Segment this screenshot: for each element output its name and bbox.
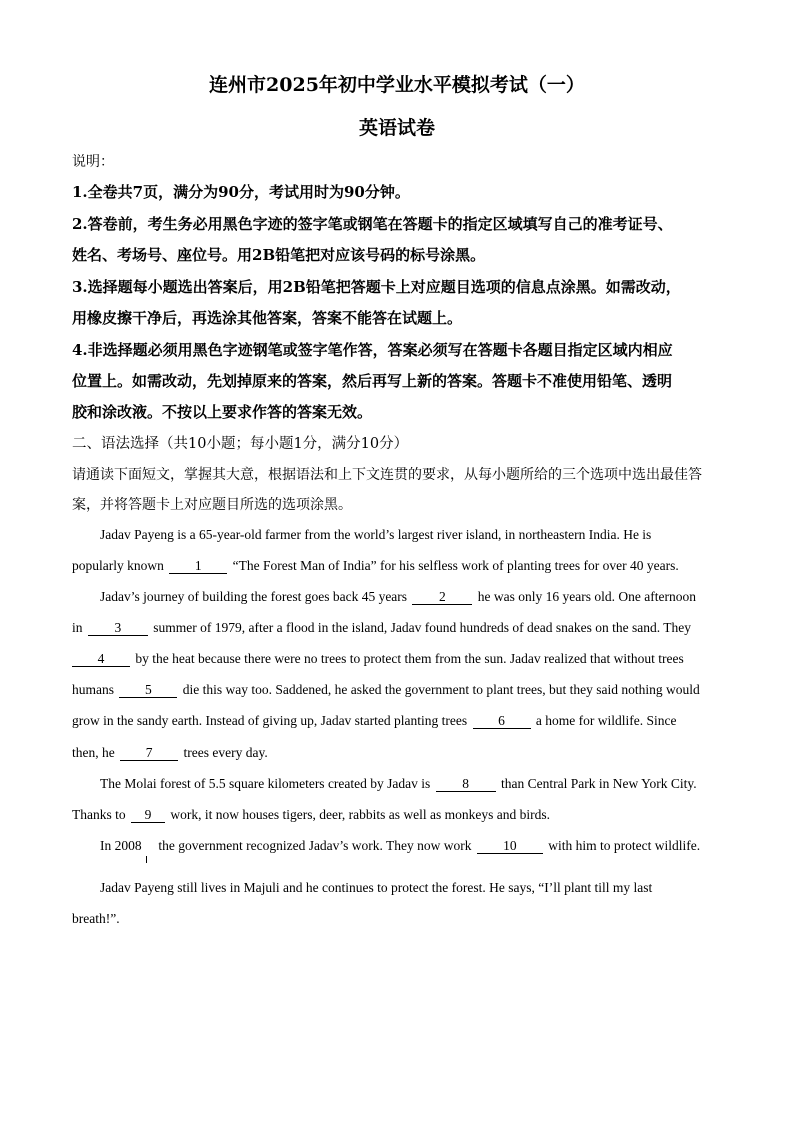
passage-text: then, he bbox=[72, 745, 115, 760]
blank-9: 9 bbox=[131, 808, 165, 823]
passage-text: Jadav’s journey of building the forest goes back 45 years bbox=[100, 589, 408, 604]
passage-line: Jadav Payeng is a 65-year-old farmer from the world’s largest river island, in northeastern India. He is bbox=[100, 527, 652, 542]
blank-4: 4 bbox=[72, 652, 130, 667]
section-direction-line-1: 请通读下面短文，掌握其大意，根据语法和上下文连贯的要求，从每小题所给的三个选项中选出最佳答 bbox=[72, 467, 702, 483]
blank-10: 10 bbox=[477, 839, 543, 854]
passage-line bbox=[72, 620, 732, 636]
instructions-heading: 说明： bbox=[72, 154, 114, 170]
passage-text: trees every day. bbox=[183, 745, 268, 760]
blank-6: 6 bbox=[473, 714, 531, 729]
passage-text: in bbox=[72, 620, 83, 635]
passage-line: breath!”. bbox=[72, 911, 120, 926]
instruction-item-2-line-2: 姓名、考场号、座位号。用2B铅笔把对应该号码的标号涂黑。 bbox=[72, 246, 486, 264]
blank-2: 2 bbox=[412, 590, 472, 605]
blank-8: 8 bbox=[436, 777, 496, 792]
passage-text: a home for wildlife. Since bbox=[535, 713, 677, 728]
passage-line bbox=[72, 807, 732, 823]
passage-line: Jadav Payeng still lives in Majuli and he continues to protect the forest. He says, “I’ll plant till my last bbox=[100, 880, 653, 895]
passage-text: The Molai forest of 5.5 square kilometers created by Jadav is bbox=[100, 776, 431, 791]
passage-line bbox=[72, 745, 732, 761]
section-heading: 二、语法选择（共10小题；每小题1分，满分10分） bbox=[72, 436, 409, 452]
section-direction-line-2: 案，并将答题卡上对应题目所选的选项涂黑。 bbox=[72, 497, 352, 513]
instruction-item-4-line-1: 4.非选择题必须用黑色字迹钢笔或签字笔作答，答案必须写在答题卡各题目指定区域内相应 bbox=[72, 341, 673, 359]
passage-line bbox=[100, 589, 732, 605]
blank-7: 7 bbox=[120, 746, 178, 761]
instruction-item-4-line-3: 胶和涂改液。不按以上要求作答的答案无效。 bbox=[72, 403, 373, 421]
instruction-item-3-line-1: 3.选择题每小题选出答案后，用2B铅笔把答题卡上对应题目选项的信息点涂黑。如需改动， bbox=[72, 278, 681, 296]
exam-title: 连州市2025年初中学业水平模拟考试（一） bbox=[209, 74, 585, 96]
instruction-item-3-line-2: 用橡皮擦干净后，再选涂其他答案，答案不能答在试题上。 bbox=[72, 309, 463, 327]
passage-text: grow in the sandy earth. Instead of giving up, Jadav started planting trees bbox=[72, 713, 468, 728]
passage-text: In 2008 bbox=[100, 838, 142, 853]
blank-1: 1 bbox=[169, 559, 227, 574]
instruction-item-2-line-1: 2.答卷前，考生务必用黑色字迹的签字笔或钢笔在答题卡的指定区域填写自己的准考证号、 bbox=[72, 215, 673, 233]
passage-line bbox=[72, 682, 732, 698]
passage-text: the government recognized Jadav’s work. They now work bbox=[158, 838, 472, 853]
passage-line bbox=[72, 651, 732, 667]
exam-subtitle: 英语试卷 bbox=[358, 117, 435, 139]
passage-text: popularly known bbox=[72, 558, 164, 573]
passage-text: than Central Park in New York City. bbox=[501, 776, 697, 791]
passage-line bbox=[100, 776, 732, 792]
passage-text: by the heat because there were no trees to protect them from the sun. Jadav realized that without trees bbox=[135, 651, 684, 666]
blank-5: 5 bbox=[119, 683, 177, 698]
passage-text: humans bbox=[72, 682, 114, 697]
passage-line bbox=[72, 558, 732, 574]
instruction-item-4-line-2: 位置上。如需改动，先划掉原来的答案，然后再写上新的答案。答题卡不准使用铅笔、透明 bbox=[72, 372, 673, 390]
passage-text: he was only 16 years old. One afternoon bbox=[477, 589, 696, 604]
passage-text: summer of 1979, after a flood in the island, Jadav found hundreds of dead snakes on the sand. They bbox=[153, 620, 692, 635]
passage-text: Thanks to bbox=[72, 807, 126, 822]
stray-mark bbox=[146, 856, 147, 863]
passage-text: work, it now houses tigers, deer, rabbits as well as monkeys and birds. bbox=[170, 807, 551, 822]
passage-text: “The Forest Man of India” for his selfless work of planting trees for over 40 years. bbox=[232, 558, 679, 573]
passage-text: die this way too. Saddened, he asked the government to plant trees, but they said nothing would bbox=[182, 682, 700, 697]
blank-3: 3 bbox=[88, 621, 148, 636]
passage-text: with him to protect wildlife. bbox=[548, 838, 701, 853]
passage-line bbox=[72, 713, 732, 729]
instruction-item-1: 1.全卷共7页，满分为90分，考试用时为90分钟。 bbox=[72, 183, 410, 201]
passage-line bbox=[100, 838, 732, 854]
